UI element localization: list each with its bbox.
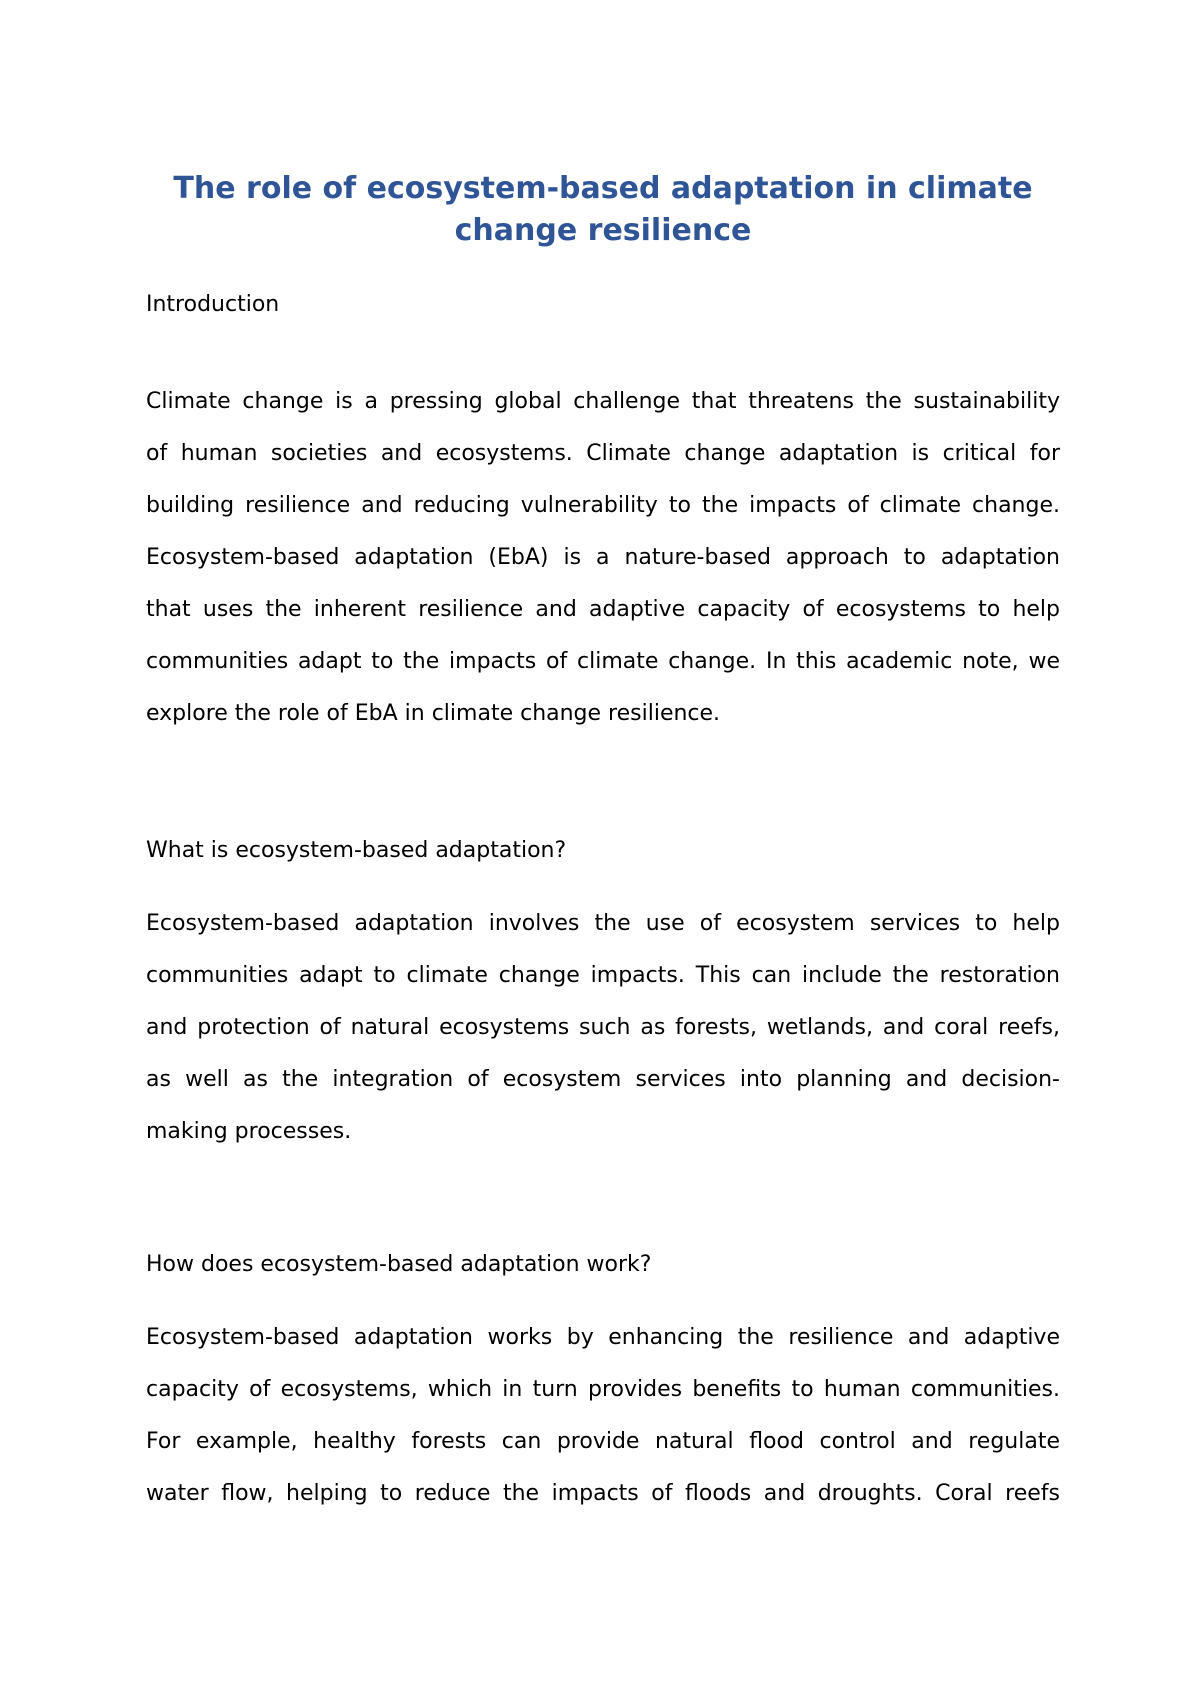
- paragraph-line: communities adapt to the impacts of climate change. In this academic note, we: [146, 649, 1060, 674]
- section-heading-how-eba-works: How does ecosystem-based adaptation work?: [146, 1252, 652, 1277]
- paragraph-line: building resilience and reducing vulnerability to the impacts of climate change.: [146, 493, 1060, 518]
- paragraph-line: Ecosystem-based adaptation works by enhancing the resilience and adaptive: [146, 1325, 1060, 1350]
- paragraph-line: of human societies and ecosystems. Climate change adaptation is critical for: [146, 441, 1060, 466]
- paragraph-line: For example, healthy forests can provide natural flood control and regulate: [146, 1429, 1060, 1454]
- paragraph-line: Ecosystem-based adaptation (EbA) is a nature-based approach to adaptation: [146, 545, 1060, 570]
- paragraph-line: water flow, helping to reduce the impacts of floods and droughts. Coral reefs: [146, 1481, 1060, 1506]
- section-heading-introduction: Introduction: [146, 292, 280, 317]
- paragraph-line: explore the role of EbA in climate change resilience.: [146, 701, 721, 726]
- paragraph-line: Climate change is a pressing global challenge that threatens the sustainability: [146, 389, 1060, 414]
- paragraph-introduction: [146, 376, 1060, 740]
- paragraph-line: as well as the integration of ecosystem services into planning and decision-: [146, 1067, 1060, 1092]
- paragraph-line: Ecosystem-based adaptation involves the use of ecosystem services to help: [146, 911, 1060, 936]
- section-heading-what-is-eba: What is ecosystem-based adaptation?: [146, 838, 567, 863]
- paragraph-line: and protection of natural ecosystems such as forests, wetlands, and coral reefs,: [146, 1015, 1060, 1040]
- paragraph-how-eba-works: [146, 1312, 1060, 1520]
- paragraph-line: that uses the inherent resilience and adaptive capacity of ecosystems to help: [146, 597, 1060, 622]
- paragraph-line: making processes.: [146, 1119, 352, 1144]
- document-title: The role of ecosystem-based adaptation in climate change resilience: [173, 171, 1033, 248]
- paragraph-line: capacity of ecosystems, which in turn provides benefits to human communities.: [146, 1377, 1060, 1402]
- paragraph-line: communities adapt to climate change impacts. This can include the restoration: [146, 963, 1060, 988]
- paragraph-what-is-eba: [146, 898, 1060, 1158]
